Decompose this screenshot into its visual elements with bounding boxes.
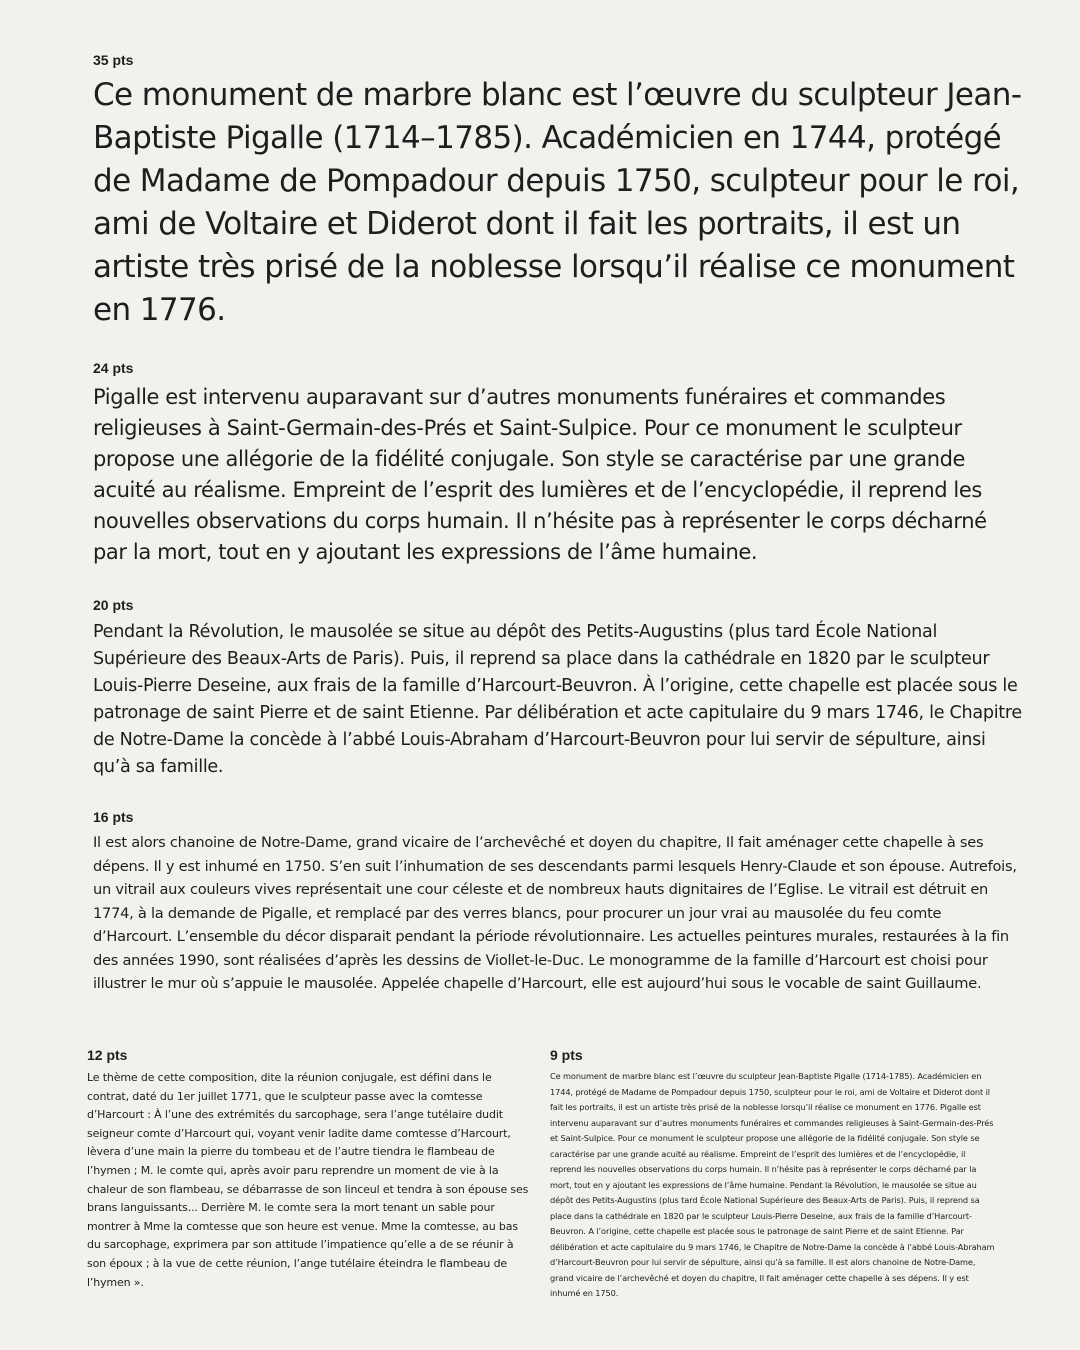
specimen-text: Le thème de cette composition, dite la réunion conjugale, est défini dans le contrat, daté du 1er juillet 1771, que le sculpteur passe avec la comtesse d’Harcourt : À l’une des extrémités du sarcophage, sera l’ange tutélaire dudit seigneur comte d’Harcourt qui, voyant venir ladite dame comtesse d’Harcourt, lèvera d’une main la pierre du tombeau et de l’autre tiendra le flambeau de l’hymen ; M. le comte qui, après avoir paru reprendre un moment de vie à la chaleur de son flambeau, se débarrasse de son linceul et tendra à son épouse ses brans languissants... Derrière M. le comte sera la mort tenant un sable pour montrer à Mme la comtesse que son heure est venue. Mme la comtesse, au bas du sarcophage, exprimera par son attitude l’impatience qu’elle a de se réunir à son époux ; à la vue de cette réunion, l’ange tutélaire éteindra le flambeau de l’hymen ». bbox=[87, 1071, 529, 1289]
specimen-text: Pendant la Révolution, le mausolée se situe au dépôt des Petits-Augustins (plus tard École National Supérieure des Beaux-Arts de Paris). Puis, il reprend sa place dans la cathédrale en 1820 par le sculpteur Louis-Pierre Deseine, aux frais de la famille d’Harcourt-Beuvron. À l’origine, cette chapelle est placée sous le patronage de saint Pierre et de saint Etienne. Par délibération et acte capitulaire du 9 mars 1746, le Chapitre de Notre-Dame la concède à l’abbé Louis-Abraham d’Harcourt-Beuvron pour lui servir de sépulture, ainsi qu’à sa famille. bbox=[93, 622, 1022, 777]
specimen-text: Ce monument de marbre blanc est l’œuvre du sculpteur Jean-Baptiste Pigalle (1714–1785). Académicien en 1744, protégé de Madame de Pompadour depuis 1750, sculpteur pour le roi, ami de Voltaire et Diderot dont il fait les portraits, il est un artiste très prisé de la noblesse lorsqu’il réalise ce monument en 1776. bbox=[93, 77, 1022, 328]
size-label: 20 pts bbox=[93, 597, 134, 613]
specimen-20pts bbox=[93, 597, 1023, 781]
specimen-text: Ce monument de marbre blanc est l’œuvre du sculpteur Jean-Baptiste Pigalle (1714-1785). Académicien en 1744, protégé de Madame de Pompadour depuis 1750, sculpteur pour le roi, ami de Voltaire et Diderot dont il fait les portraits, il est un artiste très prisé de la noblesse lorsqu’il réalise ce monument en 1776. Pigalle est intervenu auparavant sur d’autres monuments funéraires et commandes religieuses à Saint-Germain-des-Prés et Saint-Sulpice. Pour ce monument le sculpteur propose une allégorie de la fidélité conjugale. Son style se caractérise par une grande acuité au réalisme. Empreint de l’esprit des lumières et de l’encyclopédie, il reprend les nouvelles observations du corps humain. Il n’hésite pas à représenter le corps décharné par la mort, tout en y ajoutant les expressions de l’âme humaine. Pendant la Révolution, le mausolée se situe au dépôt des Petits-Augustins (plus tard École National Supérieure des Beaux-Arts de Paris). Puis, il reprend sa place dans la cathédrale en 1820 par le sculpteur Louis-Pierre Deseine, aux frais de la famille d’Harcourt-Beuvron. A l’origine, cette chapelle est placée sous le patronage de saint Pierre et de saint Etienne. Par délibération et acte capitulaire du 9 mars 1746, le Chapitre de Notre-Dame la concède à l’abbé Louis-Abraham d’Harcourt-Beuvron pour lui servir de sépulture, ainsi qu’à sa famille. Il est alors chanoine de Notre-Dame, grand vicaire de l’archevêché et doyen du chapitre, Il fait aménager cette chapelle à ses dépens. Il y est inhumé en 1750. bbox=[550, 1071, 995, 1298]
size-label: 9 pts bbox=[550, 1047, 583, 1063]
size-label: 16 pts bbox=[93, 809, 134, 825]
specimen-text: Pigalle est intervenu auparavant sur d’autres monuments funéraires et commandes religieuses à Saint-Germain-des-Prés et Saint-Sulpice. Pour ce monument le sculpteur propose une allégorie de la fidélité conjugale. Son style se caractérise par une grande acuité au réalisme. Empreint de l’esprit des lumières et de l’encyclopédie, il reprend les nouvelles observations du corps humain. Il n’hésite pas à représenter le corps décharné par la mort, tout en y ajoutant les expressions de l’âme humaine. bbox=[93, 385, 987, 564]
specimen-12pts bbox=[87, 1047, 532, 1292]
size-label: 24 pts bbox=[93, 360, 134, 376]
specimen-16pts bbox=[93, 809, 1023, 996]
specimen-text: Il est alors chanoine de Notre-Dame, grand vicaire de l’archevêché et doyen du chapitre, Il fait aménager cette chapelle à ses dépens. Il y est inhumé en 1750. S’en suit l’inhumation de ses descendants parmi lesquels Henry-Claude et son épouse. Autrefois, un vitrail aux couleurs vives représentait une cour céleste et de nombreux hauts dignitaires de l’Eglise. Le vitrail est détruit en 1774, à la demande de Pigalle, et remplacé par des verres blancs, pour procurer un jour vrai au mausolée du feu comte d’Harcourt. L’ensemble du décor disparait pendant la période révolutionnaire. Les actuelles peintures murales, restaurées à la fin des années 1990, sont réalisées d’après les dessins de Viollet-le-Duc. Le monogramme de la famille d’Harcourt est choisi pour illustrer le mur où s’appuie le mausolée. Appelée chapelle d’Harcourt, elle est aujourd’hui sous le vocable de saint Guillaume. bbox=[93, 834, 1017, 992]
size-label: 35 pts bbox=[93, 52, 134, 68]
size-label: 12 pts bbox=[87, 1047, 128, 1063]
specimen-35pts bbox=[93, 52, 1023, 332]
specimen-24pts bbox=[93, 360, 1023, 568]
specimen-9pts bbox=[550, 1047, 995, 1302]
